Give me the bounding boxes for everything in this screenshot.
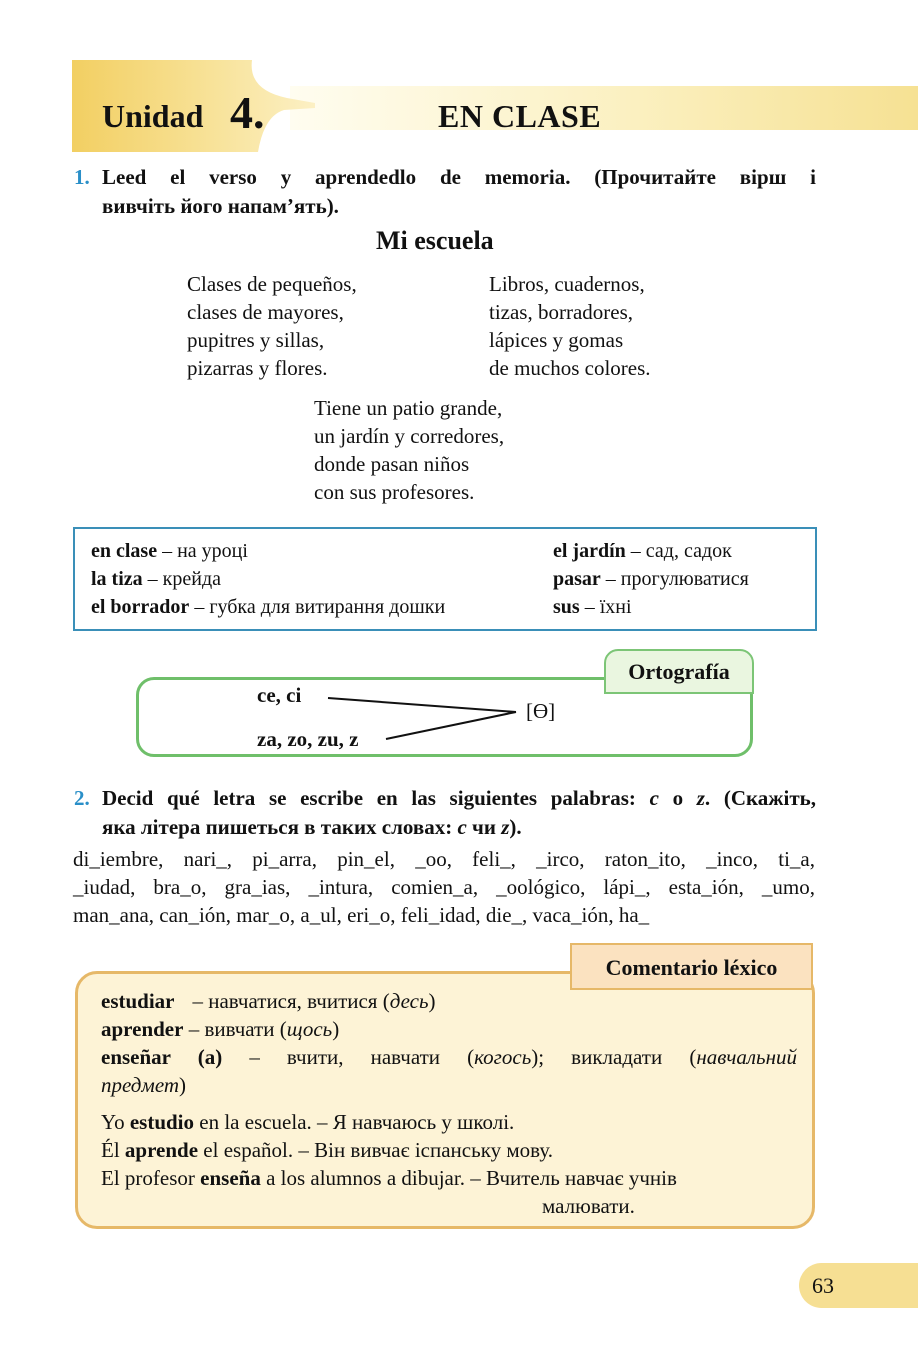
vocab-entry: la tiza – крейда xyxy=(91,568,222,590)
vocab-entry: el jardín – сад, садок xyxy=(553,540,732,562)
poem-stanza-2 xyxy=(489,270,651,382)
poem-line: clases de mayores, xyxy=(187,300,344,324)
page-number: 63 xyxy=(799,1263,918,1308)
poem-title: Mi escuela xyxy=(376,226,494,255)
poem-line: de muchos colores. xyxy=(489,356,651,380)
words-line: di_iembre, nari_, pi_arra, pin_el, _oo, feli_, _irco, raton_ito, _inco, ti_a, xyxy=(73,847,815,871)
unit-number: 4. xyxy=(230,87,265,138)
poem-line: pupitres y sillas, xyxy=(187,328,325,352)
ortografia-connector-lines xyxy=(320,690,530,745)
lex-entry-ensenar-cont: предмет) xyxy=(101,1073,187,1097)
poem-line: donde pasan niños xyxy=(314,452,470,476)
unit-title: EN CLASE xyxy=(438,98,602,134)
poem-line: Libros, cuadernos, xyxy=(489,272,645,296)
ortografia-top: ce, ci xyxy=(257,683,302,707)
exercise-2-words xyxy=(73,845,815,929)
poem-line: Clases de pequeños, xyxy=(187,272,357,296)
exercise-1-instruction-line1: Leed el verso y aprendedlo de memoria. (Прочитайте вірш і xyxy=(102,165,816,189)
vocab-entry: sus – їхні xyxy=(553,596,632,618)
ortografia-sound: [Ɵ] xyxy=(526,699,556,723)
poem-stanza-3 xyxy=(314,394,504,506)
vocabulary-left-column xyxy=(91,537,445,621)
exercise-2-instruction-line1: Decid qué letra se escribe en las siguientes palabras: c o z. (Скажіть, xyxy=(102,786,817,810)
poem-line: tizas, borradores, xyxy=(489,300,634,324)
lex-example-3-cont: малювати. xyxy=(542,1194,635,1218)
vocab-entry: en clase – на уроці xyxy=(91,540,248,562)
lex-entry-aprender: aprender – вивчати (щось) xyxy=(101,1017,340,1041)
poem-line: pizarras y flores. xyxy=(187,356,328,380)
lex-example-2: Él aprende el español. – Він вивчає іспанську мову. xyxy=(101,1138,553,1162)
lex-entry-estudiar: estudiar – навчатися, вчитися (десь) xyxy=(101,989,436,1013)
lex-example-1: Yo estudio en la escuela. – Я навчаюсь у школі. xyxy=(101,1110,515,1134)
exercise-1-number: 1. xyxy=(74,165,90,189)
lex-entry-ensenar: enseñar (a) – вчити, навчати (когось); викладати (навчальний xyxy=(101,1045,798,1069)
exercise-1-instruction-line2: вивчіть його напам’ять). xyxy=(102,194,339,218)
poem-line: lápices y gomas xyxy=(489,328,624,352)
ortografia-label: Ortografía xyxy=(604,649,754,694)
words-line: man_ana, can_ión, mar_o, a_ul, eri_o, feli_idad, die_, vaca_ión, ha_ xyxy=(73,903,650,927)
unit-label: Unidad xyxy=(102,98,204,134)
vocabulary-right-column xyxy=(553,537,749,621)
vocab-entry: pasar – прогулюватися xyxy=(553,568,749,590)
words-line: _iudad, bra_o, gra_ias, _intura, comien_a, _oológico, lápi_, esta_ión, _umo, xyxy=(73,875,815,899)
exercise-2-number: 2. xyxy=(74,786,90,810)
exercise-2-instruction-line2: яка літера пишеться в таких словах: c чи z). xyxy=(102,815,522,839)
vocab-entry: el borrador – губка для витирання дошки xyxy=(91,596,446,618)
comentario-label: Comentario léxico xyxy=(570,943,813,990)
lex-example-3: El profesor enseña a los alumnos a dibujar. – Вчитель навчає учнів xyxy=(101,1166,677,1190)
poem-line: un jardín y corredores, xyxy=(314,424,505,448)
poem-line: Tiene un patio grande, xyxy=(314,396,503,420)
ortografia-bottom: za, zo, zu, z xyxy=(257,727,359,751)
poem-stanza-1 xyxy=(187,270,357,382)
poem-line: con sus profesores. xyxy=(314,480,475,504)
